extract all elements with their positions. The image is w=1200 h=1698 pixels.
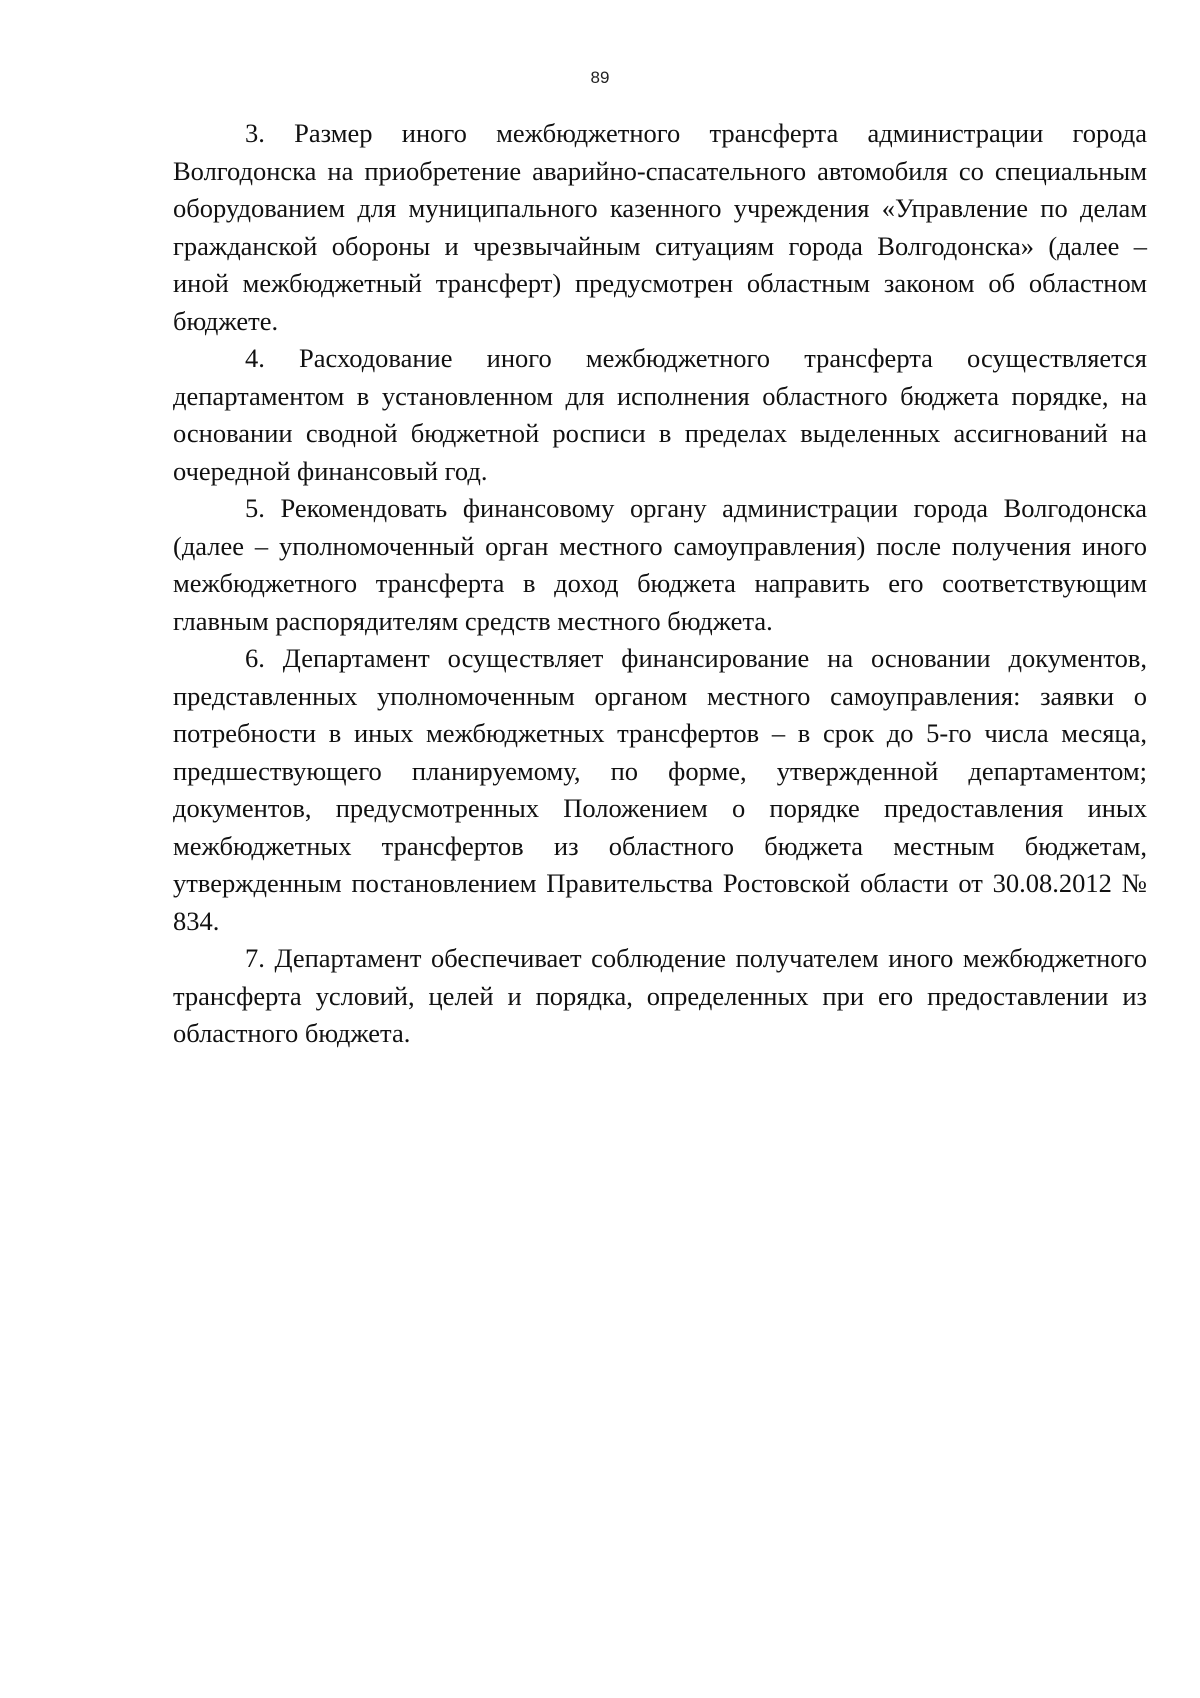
page-number: 89 [590,68,610,87]
paragraph-7: 7. Департамент обеспечивает соблюдение получателем иного межбюджетного трансферта условий, целей и порядка, определенных при его предоставлении из областного бюджета. [173,943,1147,1048]
paragraph-4: 4. Расходование иного межбюджетного трансферта осуществляется департаментом в установленном для исполнения областного бюджета порядке, на основании сводной бюджетной росписи в пределах выделенных ассигнований на очередной финансовый год. [173,343,1147,486]
paragraph-5: 5. Рекомендовать финансовому органу администрации города Волгодонска (далее – уполномоченный орган местного самоуправления) после получения иного межбюджетного трансферта в доход бюджета направить его соответствующим главным распорядителям средств местного бюджета. [173,493,1147,636]
document-body [173,115,1147,1053]
paragraph-6: 6. Департамент осуществляет финансирование на основании документов, представленных уполномоченным органом местного самоуправления: заявки о потребности в иных межбюджетных трансфертов – в срок до 5-го числа месяца, предшествующего планируемому, по форме, утвержденной департаментом; документов, предусмотренных Положением о порядке предоставления иных межбюджетных трансфертов из областного бюджета местным бюджетам, утвержденным постановлением Правительства Ростовской области от 30.08.2012 № 834. [173,643,1147,936]
paragraph-3: 3. Размер иного межбюджетного трансферта администрации города Волгодонска на приобретение аварийно-спасательного автомобиля со специальным оборудованием для муниципального казенного учреждения «Управление по делам гражданской обороны и чрезвычайным ситуациям города Волгодонска» (далее – иной межбюджетный трансферт) предусмотрен областным законом об областном бюджете. [173,118,1147,336]
